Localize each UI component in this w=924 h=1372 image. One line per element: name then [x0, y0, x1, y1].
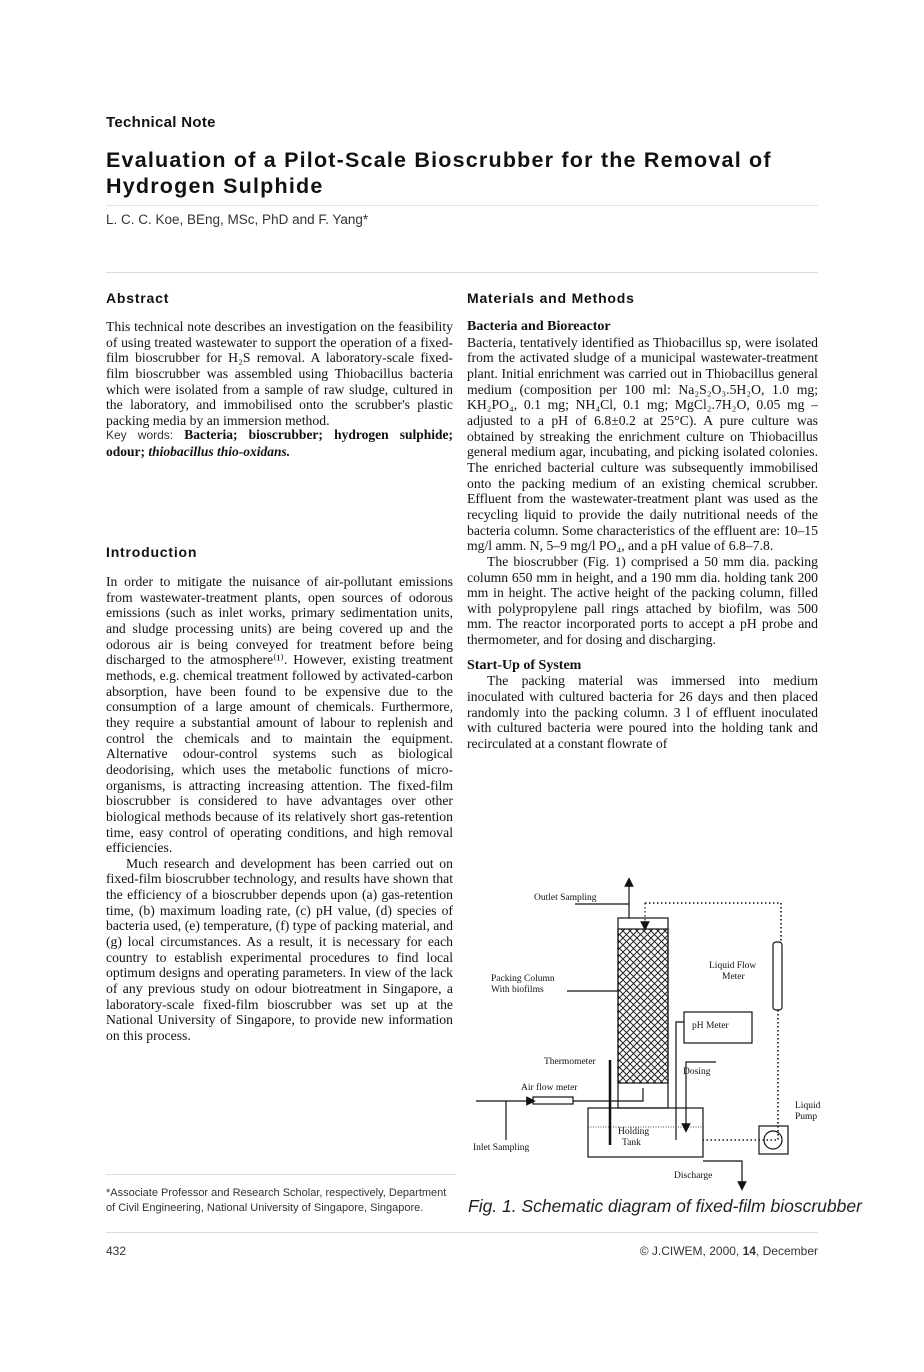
intro-paragraph-1: In order to mitigate the nuisance of air-pollutant emissions from wastewater-treatment plants, open sources of odorous emissions (such as inlet works, primary sedimentation units, and sludge processing units) are being covered up and the odorous air is being conveyed for treatment before being discharged to the atmosphere⁽¹⁾. However, existing treatment methods, e.g. chemical treatment followed by activated-carbon absorption, have been found to be expensive due to the consumption of a large amount of chemicals. Furthermore, they require a substantial amount of labour to replenish and control the chemicals and to maintain the equipment. Alternative odour-control systems such as biological deodorising, which uses the metabolic functions of micro-organisms, is attracting increasing attention. The fixed-film bioscrubber is considered to have advantages over other biological methods because of its relatively short gas-retention time, easy control of operating conditions, and high removal efficiencies. [106, 574, 453, 856]
biofilm-packing [618, 929, 668, 1083]
label-inlet-sampling: Inlet Sampling [473, 1143, 530, 1153]
label-air-flow-meter: Air flow meter [521, 1083, 578, 1093]
divider [106, 1232, 818, 1233]
liquid-flow-meter [773, 942, 782, 1010]
methods-paragraph-3: The packing material was immersed into medium inoculated with cultured bacteria for 26 days and then placed randomly into the packing column. 3 l of effluent inoculated with cultured bacteria were poured into the holding tank and recirculated at a constant flowrate of [467, 673, 818, 752]
label-with-biofilms: With biofilms [491, 985, 544, 995]
label-pump: Pump [795, 1112, 818, 1122]
label-tank: Tank [622, 1138, 641, 1148]
methods-paragraph-1: Bacteria, tentatively identified as Thiobacillus sp, were isolated from the activated sludge of a municipal wastewater-treatment plant. Initial enrichment was carried out in Thiobacillus general medium (composition per 100 ml: Na₂S₂O₃.5H₂O, 1.0 mg; KH₂PO₄, 0.1 mg; NH₄Cl, 0.1 mg; MgCl₂.7H₂O, 0.05 mg – adjusted to a pH of 6.8±0.2 at 25°C). A pure culture was obtained by streaking the enrichment culture on Thiobacillus general medium agar, incubating, and picking isolated colonies. The enriched bacterial culture was subsequently immobilised onto the packing medium of an existing chemical scrubber. Effluent from the wastewater-treatment plant was used as the recycling liquid to provide the daily nutritional needs of the bacteria column. Some characteristics of the effluent are: 10–15 mg/l amm. N, 5–9 mg/l PO₄, and a pH value of 6.8–7.8. [467, 334, 818, 554]
abstract-heading: Abstract [106, 290, 170, 306]
abstract-body: This technical note describes an investigation on the feasibility of using treated wastewater to support the operation of a fixed-film bioscrubber for H₂S removal. A laboratory-scale fixed-film bioscrubber was assembled using Thiobacillus bacteria which were isolated from a sample of raw sludge, cultured in the laboratory, and immobilised onto the scrubber's plastic packing media by an immersion method. [106, 319, 453, 428]
label-thermometer: Thermometer [544, 1057, 596, 1067]
label-holding: Holding [618, 1127, 650, 1137]
subheading-bioreactor: Bacteria and Bioreactor [467, 319, 611, 334]
label-packing-column: Packing Column [491, 974, 555, 984]
methods-heading: Materials and Methods [467, 290, 635, 306]
article-type: Technical Note [106, 114, 216, 131]
label-discharge: Discharge [674, 1171, 713, 1181]
subheading-startup: Start-Up of System [467, 657, 582, 673]
label-meter: Meter [722, 972, 745, 982]
label-dosing: Dosing [683, 1067, 711, 1077]
issue-month: , December [755, 1244, 818, 1258]
label-ph-meter: pH Meter [692, 1021, 729, 1031]
footnote: *Associate Professor and Research Scholar, respectively, Department of Civil Engineering, National University of Singapore, Singapore. [106, 1187, 447, 1214]
label-outlet-sampling: Outlet Sampling [534, 893, 597, 903]
journal-citation [640, 1244, 818, 1258]
keywords-italic: thiobacillus thio-oxidans. [148, 443, 291, 459]
journal-name: © J.CIWEM, 2000, [639, 1244, 740, 1258]
figure-caption: Fig. 1. Schematic diagram of fixed-film bioscrubber [468, 1196, 862, 1216]
label-liquid: Liquid [795, 1101, 821, 1111]
page-number: 432 [106, 1244, 127, 1258]
keywords-list: Bacteria; bioscrubber; hydrogen sulphide; odour; [106, 427, 454, 459]
intro-paragraph-2: Much research and development has been carried out on fixed-film bioscrubber technology, and results have shown that the efficiency of a bioscrubber depends upon (a) gas-retention time, (b) maximum loading rate, (c) pH value, (d) species of bacteria used, (e) temperature, (f) type of packing material, and (g) local circumstances. As a result, it is necessary for each country to establish experimental procedures to find local optimum designs and operating parameters. In view of the lack of any previous study on odour biotreatment in Singapore, a laboratory-scale fixed-film bioscrubber was set up at the National University of Singapore, to provide new information on this process. [106, 855, 453, 1044]
authors: L. C. C. Koe, BEng, MSc, PhD and F. Yang* [106, 212, 369, 227]
keywords-label: Key words: [106, 428, 174, 442]
paper-title: Evaluation of a Pilot-Scale Bioscrubber for the Removal of Hydrogen Sulphide [106, 148, 772, 198]
footnote-divider [106, 1174, 456, 1175]
air-flow-meter [533, 1097, 573, 1104]
label-liquid-flow: Liquid Flow [709, 961, 757, 971]
methods-paragraph-2: The bioscrubber (Fig. 1) comprised a 50 mm dia. packing column 650 mm in height, and a 190 mm dia. holding tank 200 mm in height. The active height of the packing column, filled with polypropylene pall rings attached by biofilm, was 500 mm. The reactor incorporated ports to accept a pH probe and thermometer, and for dosing and discharging. [467, 553, 818, 648]
volume: 14 [742, 1244, 756, 1258]
introduction-heading: Introduction [106, 544, 198, 560]
